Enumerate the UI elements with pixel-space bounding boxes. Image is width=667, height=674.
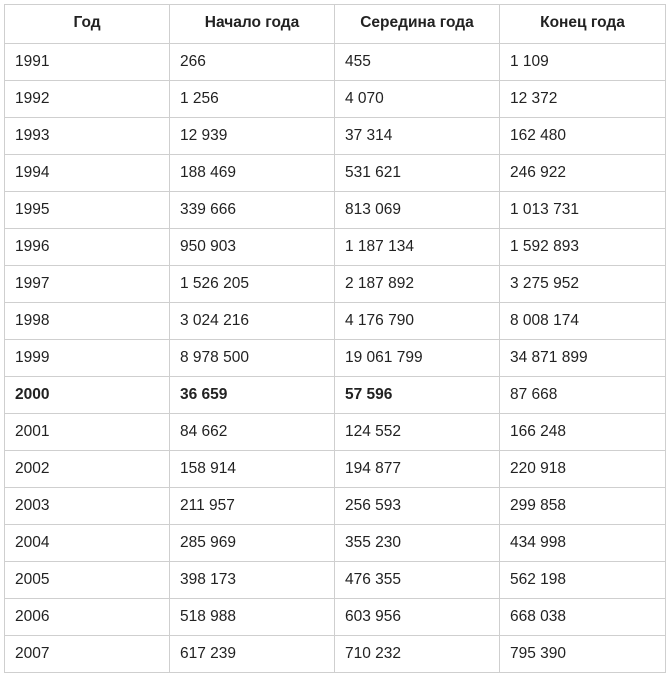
cell-end: 1 109: [500, 44, 666, 81]
cell-mid: 813 069: [335, 192, 500, 229]
cell-start: 1 256: [170, 81, 335, 118]
cell-start: 266: [170, 44, 335, 81]
cell-mid: 37 314: [335, 118, 500, 155]
cell-mid: 2 187 892: [335, 266, 500, 303]
table-header: [5, 5, 666, 44]
table-row: [5, 451, 666, 488]
cell-year: 2000: [5, 377, 170, 414]
table-row-highlighted: [5, 377, 666, 414]
cell-end: 668 038: [500, 599, 666, 636]
cell-mid: 1 187 134: [335, 229, 500, 266]
table-row: [5, 303, 666, 340]
cell-end: 166 248: [500, 414, 666, 451]
table-row: [5, 636, 666, 673]
table-row: [5, 155, 666, 192]
cell-year: 2005: [5, 562, 170, 599]
cell-end: 246 922: [500, 155, 666, 192]
cell-year: 2001: [5, 414, 170, 451]
cell-end: 87 668: [500, 377, 666, 414]
header-row: [5, 5, 666, 44]
table-row: [5, 118, 666, 155]
cell-mid: 531 621: [335, 155, 500, 192]
cell-mid: 124 552: [335, 414, 500, 451]
table-row: [5, 562, 666, 599]
cell-year: 2006: [5, 599, 170, 636]
header-end-of-year: Конец года: [500, 5, 666, 44]
table-row: [5, 525, 666, 562]
cell-end: 562 198: [500, 562, 666, 599]
cell-year: 2003: [5, 488, 170, 525]
table-row: [5, 488, 666, 525]
cell-start: 339 666: [170, 192, 335, 229]
cell-start: 36 659: [170, 377, 335, 414]
table-row: [5, 266, 666, 303]
table-row: [5, 340, 666, 377]
header-mid-year: Середина года: [335, 5, 500, 44]
table-body: [5, 44, 666, 673]
cell-start: 398 173: [170, 562, 335, 599]
cell-end: 12 372: [500, 81, 666, 118]
cell-mid: 194 877: [335, 451, 500, 488]
cell-end: 795 390: [500, 636, 666, 673]
cell-mid: 455: [335, 44, 500, 81]
cell-start: 158 914: [170, 451, 335, 488]
cell-start: 84 662: [170, 414, 335, 451]
cell-year: 1991: [5, 44, 170, 81]
header-year: Год: [5, 5, 170, 44]
cell-start: 285 969: [170, 525, 335, 562]
cell-end: 162 480: [500, 118, 666, 155]
cell-year: 1992: [5, 81, 170, 118]
cell-end: 299 858: [500, 488, 666, 525]
cell-year: 1999: [5, 340, 170, 377]
cell-mid: 4 070: [335, 81, 500, 118]
cell-year: 1996: [5, 229, 170, 266]
cell-start: 8 978 500: [170, 340, 335, 377]
cell-start: 518 988: [170, 599, 335, 636]
table-row: [5, 229, 666, 266]
cell-year: 1997: [5, 266, 170, 303]
cell-end: 1 013 731: [500, 192, 666, 229]
cell-year: 2007: [5, 636, 170, 673]
table-row: [5, 192, 666, 229]
table-row: [5, 44, 666, 81]
cell-start: 617 239: [170, 636, 335, 673]
cell-end: 434 998: [500, 525, 666, 562]
cell-end: 3 275 952: [500, 266, 666, 303]
cell-end: 34 871 899: [500, 340, 666, 377]
cell-year: 2002: [5, 451, 170, 488]
cell-mid: 256 593: [335, 488, 500, 525]
cell-year: 1993: [5, 118, 170, 155]
table-row: [5, 81, 666, 118]
cell-mid: 710 232: [335, 636, 500, 673]
table-row: [5, 599, 666, 636]
cell-mid: 355 230: [335, 525, 500, 562]
cell-year: 1998: [5, 303, 170, 340]
cell-start: 211 957: [170, 488, 335, 525]
cell-year: 1995: [5, 192, 170, 229]
cell-end: 1 592 893: [500, 229, 666, 266]
cell-mid: 4 176 790: [335, 303, 500, 340]
table-row: [5, 414, 666, 451]
cell-end: 8 008 174: [500, 303, 666, 340]
cell-end: 220 918: [500, 451, 666, 488]
cell-year: 1994: [5, 155, 170, 192]
cell-mid: 603 956: [335, 599, 500, 636]
header-start-of-year: Начало года: [170, 5, 335, 44]
cell-mid: 57 596: [335, 377, 500, 414]
cell-mid: 476 355: [335, 562, 500, 599]
cell-year: 2004: [5, 525, 170, 562]
cell-start: 3 024 216: [170, 303, 335, 340]
data-table: [4, 4, 666, 673]
cell-start: 950 903: [170, 229, 335, 266]
cell-start: 1 526 205: [170, 266, 335, 303]
cell-start: 12 939: [170, 118, 335, 155]
cell-mid: 19 061 799: [335, 340, 500, 377]
cell-start: 188 469: [170, 155, 335, 192]
